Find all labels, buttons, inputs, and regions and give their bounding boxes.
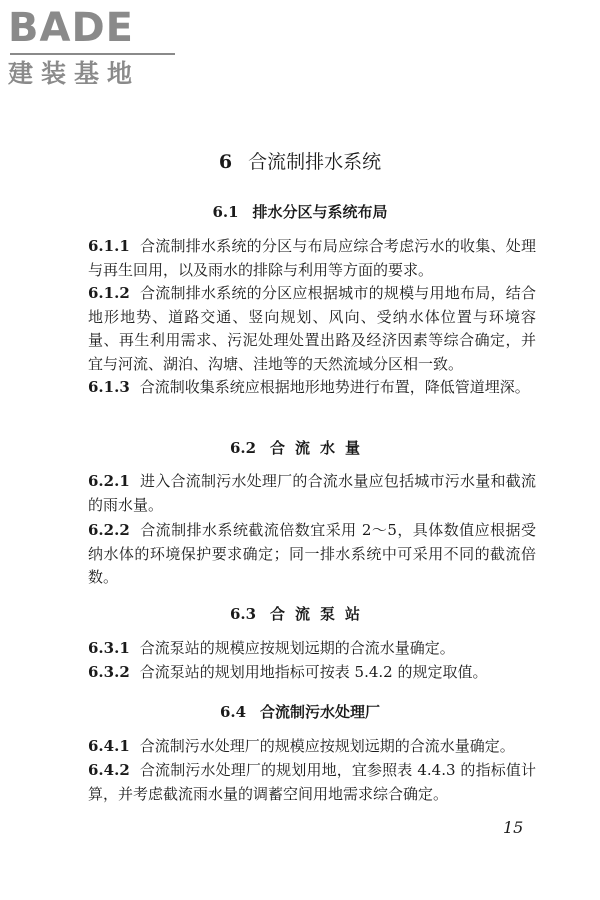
- section-title-text: 合流制污水处理厂: [260, 703, 381, 721]
- clause-number: 6.4.2: [88, 761, 130, 779]
- clause-text: 合流泵站的规模应按规划远期的合流水量确定。: [139, 639, 455, 657]
- clause-number: 6.2.1: [88, 472, 130, 490]
- logo-divider: [10, 53, 175, 55]
- clause-number: 6.1.3: [88, 378, 130, 396]
- bade-logo: [8, 6, 178, 88]
- clause-text: 合流制排水系统的分区与布局应综合考虑污水的收集、处理与再生回用，以及雨水的排除与利用等方面的要求。: [88, 237, 536, 279]
- section-title-6-4: [0, 702, 600, 722]
- clause-6-3-2: [88, 661, 536, 685]
- logo-chinese-name: 建装基地: [8, 59, 141, 88]
- clause-6-2-1: [88, 470, 536, 517]
- clause-number: 6.3.2: [88, 663, 130, 681]
- chapter-title-text: 合流制排水系统: [248, 151, 382, 173]
- section-number: 6.3: [229, 605, 257, 623]
- clause-text: 进入合流制污水处理厂的合流水量应包括城市污水量和截流的雨水量。: [88, 472, 536, 514]
- section-number: 6.4: [219, 703, 247, 721]
- chapter-title: [0, 150, 600, 174]
- section-title-text: 合流泵站: [270, 605, 371, 623]
- logo-wordmark: BADE: [8, 5, 134, 51]
- section-number: 6.2: [229, 439, 257, 457]
- clause-text: 合流制污水处理厂的规划用地，宜参照表 4.4.3 的指标值计算，并考虑截流雨水量的调蓄空间用地需求综合确定。: [88, 761, 536, 803]
- clause-6-1-3: [88, 376, 536, 400]
- clause-text: 合流制排水系统截流倍数宜采用 2～5，具体数值应根据受纳水体的环境保护要求确定；同一排水系统中可采用不同的截流倍数。: [88, 521, 536, 586]
- clause-6-1-2: [88, 282, 536, 376]
- clause-6-4-2: [88, 759, 536, 806]
- clause-text: 合流制排水系统的分区应根据城市的规模与用地布局，结合地形地势、道路交通、竖向规划、风向、受纳水体位置与环境容量、再生利用需求、污泥处理处置出路及经济因素等综合确定，并宜与河流、湖泊、沟塘、洼地等的天然流域分区相一致。: [88, 284, 536, 373]
- clause-6-3-1: [88, 637, 536, 661]
- section-title-text: 排水分区与系统布局: [252, 203, 388, 221]
- chapter-number: 6: [218, 151, 233, 173]
- clause-number: 6.1.1: [88, 237, 130, 255]
- clause-6-1-1: [88, 235, 536, 282]
- clause-number: 6.3.1: [88, 639, 130, 657]
- section-title-6-1: [0, 202, 600, 222]
- page-number: 15: [503, 818, 524, 837]
- clause-text: 合流制收集系统应根据地形地势进行布置，降低管道埋深。: [139, 378, 530, 396]
- clause-6-2-2: [88, 519, 536, 590]
- clause-number: 6.2.2: [88, 521, 130, 539]
- clause-text: 合流泵站的规划用地指标可按表 5.4.2 的规定取值。: [139, 663, 488, 681]
- section-title-6-2: [0, 438, 600, 458]
- section-title-6-3: [0, 604, 600, 624]
- clause-6-4-1: [88, 735, 536, 759]
- clause-number: 6.4.1: [88, 737, 130, 755]
- clause-number: 6.1.2: [88, 284, 130, 302]
- clause-text: 合流制污水处理厂的规模应按规划远期的合流水量确定。: [139, 737, 515, 755]
- section-title-text: 合流水量: [270, 439, 371, 457]
- section-number: 6.1: [212, 203, 239, 221]
